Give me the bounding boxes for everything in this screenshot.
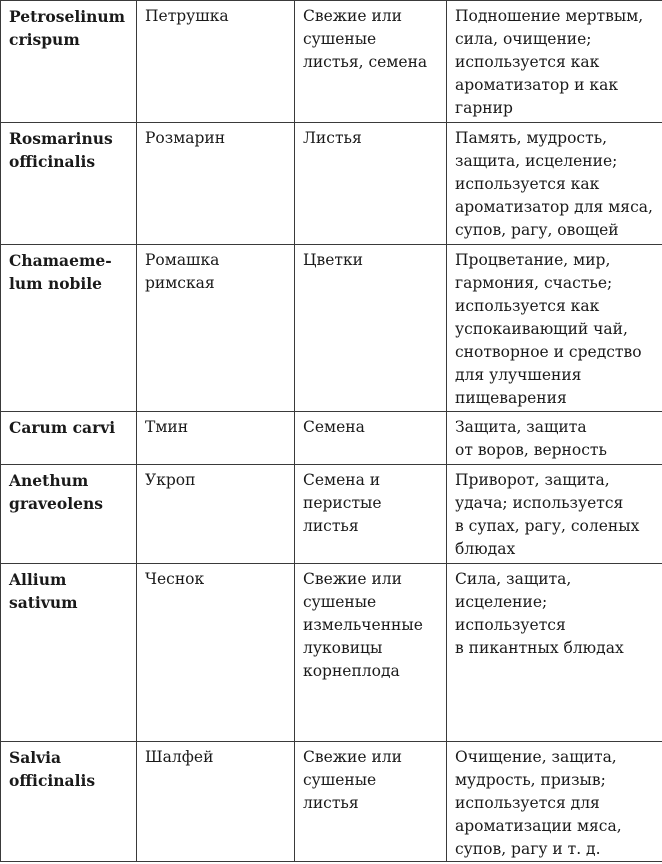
russian-name-cell: Укроп bbox=[137, 465, 295, 564]
table-row bbox=[1, 1, 662, 123]
russian-name-cell: Розмарин bbox=[137, 123, 295, 245]
plant-part-cell: Свежие или сушеные листья bbox=[295, 742, 447, 862]
table-row bbox=[1, 465, 662, 564]
use-cell: Подношение мертвым, сила, очищение; используется как ароматизатор и как гарнир bbox=[447, 1, 662, 123]
latin-name-cell: Allium sativum bbox=[1, 564, 137, 742]
latin-name-cell: Chamaeme- lum nobile bbox=[1, 245, 137, 412]
latin-name-cell: Carum carvi bbox=[1, 412, 137, 465]
russian-name-cell: Ромашка римская bbox=[137, 245, 295, 412]
use-cell: Защита, защита от воров, верность bbox=[447, 412, 662, 465]
plant-part-cell: Свежие или сушеные измельченные луковицы корнеплода bbox=[295, 564, 447, 742]
russian-name-cell: Петрушка bbox=[137, 1, 295, 123]
use-cell: Сила, защита, исцеление; используется в пикантных блюдах bbox=[447, 564, 662, 742]
table-row bbox=[1, 245, 662, 412]
latin-name-cell: Anethum graveolens bbox=[1, 465, 137, 564]
plant-part-cell: Свежие или сушеные листья, семена bbox=[295, 1, 447, 123]
use-cell: Процветание, мир, гармония, счастье; используется как успокаивающий чай, снотворное и средство для улучшения пищеварения bbox=[447, 245, 662, 412]
plant-part-cell: Семена и перистые листья bbox=[295, 465, 447, 564]
russian-name-cell: Тмин bbox=[137, 412, 295, 465]
russian-name-cell: Шалфей bbox=[137, 742, 295, 862]
russian-name-cell: Чеснок bbox=[137, 564, 295, 742]
plant-part-cell: Семена bbox=[295, 412, 447, 465]
latin-name-cell: Rosmarinus officinalis bbox=[1, 123, 137, 245]
use-cell: Очищение, защита, мудрость, призыв; используется для ароматизации мяса, супов, рагу и т. д. bbox=[447, 742, 662, 862]
plant-part-cell: Цветки bbox=[295, 245, 447, 412]
use-cell: Приворот, защита, удача; используется в супах, рагу, соленых блюдах bbox=[447, 465, 662, 564]
use-cell: Память, мудрость, защита, исцеление; используется как ароматизатор для мяса, супов, рагу, овощей bbox=[447, 123, 662, 245]
table-row bbox=[1, 412, 662, 465]
plant-part-cell: Листья bbox=[295, 123, 447, 245]
latin-name-cell: Salvia officinalis bbox=[1, 742, 137, 862]
table-row bbox=[1, 742, 662, 862]
table-row bbox=[1, 123, 662, 245]
table-row bbox=[1, 564, 662, 742]
latin-name-cell: Petroselinum crispum bbox=[1, 1, 137, 123]
